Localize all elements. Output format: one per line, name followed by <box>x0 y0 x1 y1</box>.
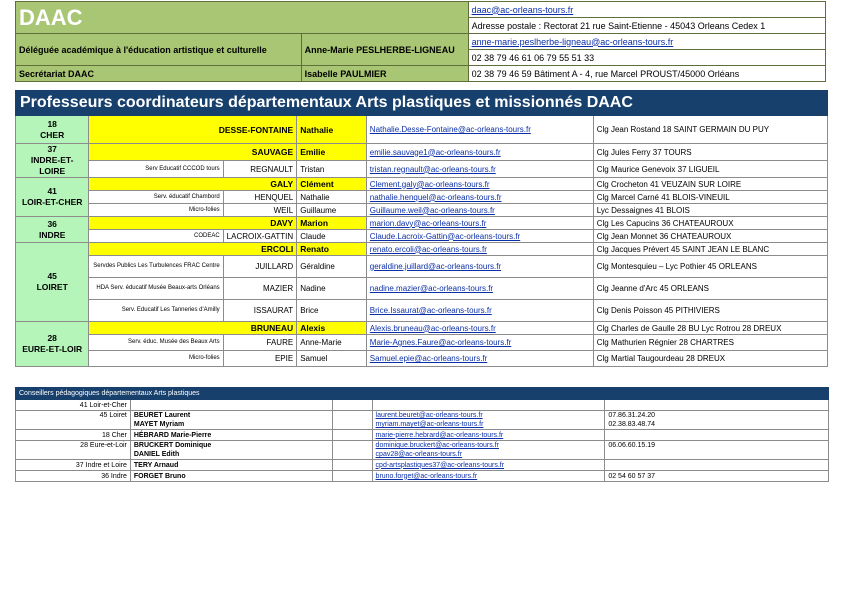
coordinator-surname: LACROIX-GATTIN <box>223 230 297 243</box>
coordinator-firstname: Brice <box>297 300 367 322</box>
coordinator-surname: ERCOLI <box>89 243 297 256</box>
coordinator-email-link[interactable]: nathalie.henquel@ac-orleans-tours.fr <box>366 191 593 204</box>
table-row <box>16 471 829 482</box>
coordinator-service: Servdes Publics Les Turbulences FRAC Centre <box>89 256 223 278</box>
advisor-names: FORGET Bruno <box>130 471 332 482</box>
coordinator-firstname: Anne-Marie <box>297 335 367 351</box>
coordinator-email-link[interactable]: Claude.Lacroix-Gattin@ac-orleans-tours.fr <box>366 230 593 243</box>
table-row <box>16 441 829 460</box>
coordinator-school: Clg Crocheton 41 VEUZAIN SUR LOIRE <box>593 178 827 191</box>
advisor-phones: 02 54 60 57 37 <box>605 471 829 482</box>
coordinator-service: CODEAC <box>89 230 223 243</box>
advisor-names: BEURET Laurent MAYET Myriam <box>130 411 332 430</box>
coordinator-email-link[interactable]: emilie.sauvage1@ac-orleans-tours.fr <box>366 144 593 161</box>
table-row <box>16 430 829 441</box>
coordinator-school: Clg Denis Poisson 45 PITHIVIERS <box>593 300 827 322</box>
coordinator-service: Micro-folies <box>89 351 223 367</box>
advisor-dept: 41 Loir-et-Cher <box>16 400 131 411</box>
dept-cell: 28 EURE-ET-LOIR <box>16 322 89 367</box>
table-row <box>16 144 828 161</box>
coordinator-surname: EPIE <box>223 351 297 367</box>
coordinator-firstname: Tristan <box>297 161 367 178</box>
delegate-phone: 02 38 79 46 61 06 79 55 51 33 <box>468 50 825 66</box>
coordinator-service: Serv. éduc. Musée des Beaux Arts <box>89 335 223 351</box>
daac-title: DAAC <box>16 2 469 34</box>
table-row <box>16 217 828 230</box>
secretariat-label: Secrétariat DAAC <box>16 66 302 82</box>
table-row <box>16 335 828 351</box>
secretariat-contact: 02 38 79 46 59 Bâtiment A - 4, rue Marcel PROUST/45000 Orléans <box>468 66 825 82</box>
coordinator-firstname: Guillaume <box>297 204 367 217</box>
table-row <box>16 230 828 243</box>
advisor-email-links[interactable]: laurent.beuret@ac-orleans-tours.fr myriam.mayet@ac-orleans-tours.fr <box>372 411 605 430</box>
table-row <box>16 243 828 256</box>
advisor-phones: 07.86.31.24.20 02.38.83.48.74 <box>605 411 829 430</box>
coordinator-email-link[interactable]: nadine.mazier@ac-orleans-tours.fr <box>366 278 593 300</box>
coordinator-service: Micro-folies <box>89 204 223 217</box>
advisor-dept: 28 Eure-et-Loir <box>16 441 131 460</box>
advisor-names: TERY Arnaud <box>130 460 332 471</box>
table-row <box>16 178 828 191</box>
coordinator-surname: ISSAURAT <box>223 300 297 322</box>
coordinator-school: Lyc Dessaignes 41 BLOIS <box>593 204 827 217</box>
advisor-dept: 36 Indre <box>16 471 131 482</box>
advisor-phones: 06.06.60.15.19 <box>605 441 829 460</box>
coordinator-email-link[interactable]: renato.ercoli@ac-orleans-tours.fr <box>366 243 593 256</box>
advisor-names: BRUCKERT Dominique DANIEL Edith <box>130 441 332 460</box>
advisor-email-links[interactable]: cpd-artsplastiques37@ac-orleans-tours.fr <box>372 460 605 471</box>
delegate-email-link[interactable]: anne-marie.peslherbe-ligneau@ac-orleans-tours.fr <box>468 34 825 50</box>
advisor-email-links[interactable]: dominique.bruckert@ac-orleans-tours.fr cpav28@ac-orleans-tours.fr <box>372 441 605 460</box>
coordinators-title: Professeurs coordinateurs départementaux Arts plastiques et missionnés DAAC <box>16 91 828 116</box>
table-row <box>16 116 828 144</box>
coordinator-school: Clg Jeanne d'Arc 45 ORLEANS <box>593 278 827 300</box>
dept-cell: 45 LOIRET <box>16 243 89 322</box>
coordinator-email-link[interactable]: Alexis.bruneau@ac-orleans-tours.fr <box>366 322 593 335</box>
coordinator-school: Clg Martial Taugourdeau 28 DREUX <box>593 351 827 367</box>
advisor-dept: 18 Cher <box>16 430 131 441</box>
coordinator-surname: FAURE <box>223 335 297 351</box>
coordinator-firstname: Emilie <box>297 144 367 161</box>
coordinator-surname: HENQUEL <box>223 191 297 204</box>
coordinator-school: Clg Jacques Prévert 45 SAINT JEAN LE BLANC <box>593 243 827 256</box>
coordinator-school: Clg Jules Ferry 37 TOURS <box>593 144 827 161</box>
coordinator-firstname: Alexis <box>297 322 367 335</box>
coordinator-surname: DAVY <box>89 217 297 230</box>
coordinator-firstname: Samuel <box>297 351 367 367</box>
coordinator-surname: WEIL <box>223 204 297 217</box>
advisor-email-links[interactable]: bruno.forget@ac-orleans-tours.fr <box>372 471 605 482</box>
table-row <box>16 204 828 217</box>
coordinator-school: Clg Mathurien Régnier 28 CHARTRES <box>593 335 827 351</box>
coordinator-email-link[interactable]: Marie-Agnes.Faure@ac-orleans-tours.fr <box>366 335 593 351</box>
coordinator-service: Serv. Educatif Les Tanneries d'Amilly <box>89 300 223 322</box>
coordinator-surname: BRUNEAU <box>89 322 297 335</box>
advisor-dept: 37 Indre et Loire <box>16 460 131 471</box>
dept-cell: 41 LOIR-ET-CHER <box>16 178 89 217</box>
dept-cell: 18 CHER <box>16 116 89 144</box>
advisors-title: Conseillers pédagogiques départementaux Arts plastiques <box>16 388 829 400</box>
coordinator-firstname: Claude <box>297 230 367 243</box>
delegate-role: Déléguée académique à l'éducation artistique et culturelle <box>16 34 302 66</box>
coordinator-school: Clg Charles de Gaulle 28 BU Lyc Rotrou 28 DREUX <box>593 322 827 335</box>
table-row <box>16 351 828 367</box>
delegate-name: Anne-Marie PESLHERBE-LIGNEAU <box>301 34 468 66</box>
coordinator-firstname: Renato <box>297 243 367 256</box>
coordinator-email-link[interactable]: Nathalie.Desse-Fontaine@ac-orleans-tours.fr <box>366 116 593 144</box>
coordinator-email-link[interactable]: Clement.galy@ac-orleans-tours.fr <box>366 178 593 191</box>
coordinator-school: Clg Montesquieu – Lyc Pothier 45 ORLEANS <box>593 256 827 278</box>
table-row <box>16 191 828 204</box>
dept-cell: 37 INDRE-ET-LOIRE <box>16 144 89 178</box>
coordinator-email-link[interactable]: Guillaume.weil@ac-orleans-tours.fr <box>366 204 593 217</box>
coordinator-email-link[interactable]: geraldine.juillard@ac-orleans-tours.fr <box>366 256 593 278</box>
coordinator-surname: REGNAULT <box>223 161 297 178</box>
secretariat-name: Isabelle PAULMIER <box>301 66 468 82</box>
table-row <box>16 400 829 411</box>
coordinator-firstname: Nathalie <box>297 116 367 144</box>
coordinator-school: Clg Jean Monnet 36 CHATEAUROUX <box>593 230 827 243</box>
coordinator-school: Clg Les Capucins 36 CHATEAUROUX <box>593 217 827 230</box>
daac-email-link[interactable]: daac@ac-orleans-tours.fr <box>468 2 825 18</box>
table-row <box>16 300 828 322</box>
coordinator-email-link[interactable]: Samuel.epie@ac-orleans-tours.fr <box>366 351 593 367</box>
coordinator-surname: JUILLARD <box>223 256 297 278</box>
coordinator-email-link[interactable]: marion.davy@ac-orleans-tours.fr <box>366 217 593 230</box>
coordinator-school: Clg Marcel Carné 41 BLOIS-VINEUIL <box>593 191 827 204</box>
table-row <box>16 460 829 471</box>
coordinator-school: Clg Jean Rostand 18 SAINT GERMAIN DU PUY <box>593 116 827 144</box>
coordinator-firstname: Clément <box>297 178 367 191</box>
coordinator-surname: DESSE-FONTAINE <box>89 116 297 144</box>
coordinator-service: HDA Serv. éducatif Musée Beaux-arts Orléans <box>89 278 223 300</box>
advisor-dept: 45 Loiret <box>16 411 131 430</box>
coordinator-school: Clg Maurice Genevoix 37 LIGUEIL <box>593 161 827 178</box>
advisors-table <box>15 387 829 482</box>
daac-postal-address: Adresse postale : Rectorat 21 rue Saint-Etienne - 45043 Orleans Cedex 1 <box>468 18 825 34</box>
coordinator-email-link[interactable]: Brice.Issaurat@ac-orleans-tours.fr <box>366 300 593 322</box>
coordinators-table <box>15 90 828 367</box>
coordinator-firstname: Géraldine <box>297 256 367 278</box>
coordinator-email-link[interactable]: tristan.regnault@ac-orleans-tours.fr <box>366 161 593 178</box>
daac-header-table <box>15 1 826 82</box>
table-row <box>16 278 828 300</box>
coordinator-surname: GALY <box>89 178 297 191</box>
table-row <box>16 256 828 278</box>
coordinator-service: Serv Educatif CCCOD tours <box>89 161 223 178</box>
table-row <box>16 411 829 430</box>
coordinator-surname: SAUVAGE <box>89 144 297 161</box>
coordinator-surname: MAZIER <box>223 278 297 300</box>
advisor-email-links[interactable]: marie-pierre.hebrard@ac-orleans-tours.fr <box>372 430 605 441</box>
coordinator-service: Serv. éducatif Chambord <box>89 191 223 204</box>
coordinator-firstname: Nadine <box>297 278 367 300</box>
advisor-names: HÉBRARD Marie-Pierre <box>130 430 332 441</box>
coordinator-firstname: Marion <box>297 217 367 230</box>
table-row <box>16 322 828 335</box>
coordinator-firstname: Nathalie <box>297 191 367 204</box>
table-row <box>16 161 828 178</box>
dept-cell: 36 INDRE <box>16 217 89 243</box>
